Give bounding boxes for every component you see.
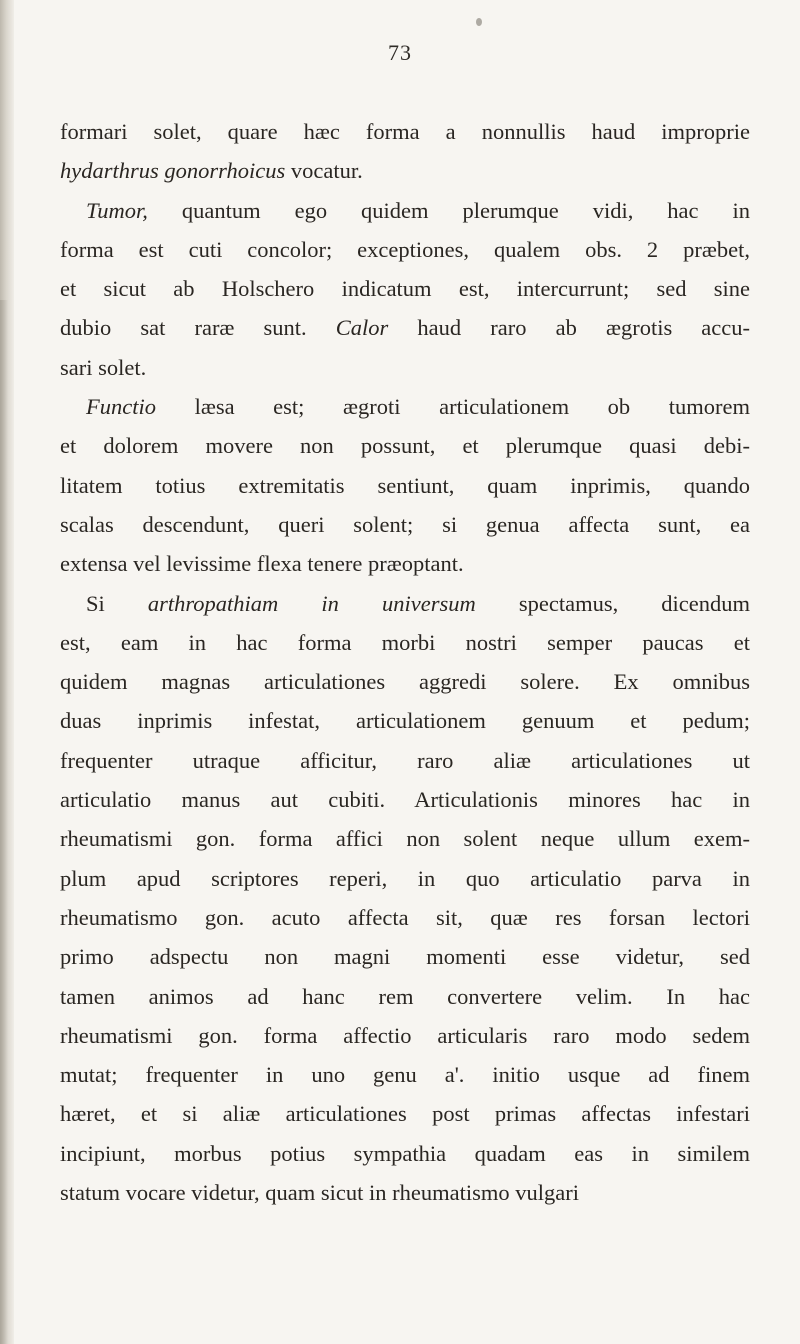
body-text: [60, 112, 750, 1212]
text-span: spectamus, dicendum: [475, 590, 750, 616]
text-span: quidem magnas articulationes aggredi solere. Ex omnibus: [60, 669, 750, 695]
text-line: [60, 348, 750, 387]
text-line: [60, 426, 750, 465]
text-span: læsa est; ægroti articulationem ob tumorem: [155, 394, 750, 420]
text-span: hæret, et si aliæ articulationes post primas affectas infestari: [60, 1101, 750, 1127]
text-span: tamen animos ad hanc rem convertere velim. In hac: [60, 983, 750, 1009]
text-line: [60, 112, 750, 151]
text-span: dubio sat raræ sunt.: [60, 315, 336, 341]
text-span: statum vocare videtur, quam sicut in rheumatismo vulgari: [60, 1180, 579, 1206]
ink-speck: [476, 18, 482, 26]
text-line: [60, 623, 750, 662]
text-span: formari solet, quare hæc forma a nonnullis haud improprie: [60, 119, 750, 144]
text-line: [60, 819, 750, 858]
text-line: [60, 1055, 750, 1094]
binding-shadow: [0, 300, 8, 1344]
text-span: est, eam in hac forma morbi nostri semper paucas et: [60, 629, 750, 655]
text-line: [60, 701, 750, 740]
text-line: [60, 898, 750, 937]
text-line: [60, 937, 750, 976]
page-number: 73: [388, 40, 412, 65]
italic-term: Tumor,: [86, 197, 148, 223]
italic-term: hydarthrus gonorrhoicus: [60, 158, 286, 184]
text-span: articulatio manus aut cubiti. Articulationis minores hac in: [60, 787, 750, 813]
text-line: [60, 1173, 750, 1212]
text-line: [60, 859, 750, 898]
text-line: [60, 1094, 750, 1133]
text-line: [60, 977, 750, 1016]
text-line: [60, 741, 750, 780]
text-line: [60, 466, 750, 505]
text-line: [60, 191, 750, 230]
text-line: [60, 387, 750, 426]
text-span: haud raro ab ægrotis accu-: [388, 315, 750, 341]
text-line: [60, 544, 750, 583]
text-span: rheumatismi gon. forma affici non solent neque ullum exem-: [60, 826, 750, 852]
text-span: quantum ego quidem plerumque vidi, hac in: [147, 197, 750, 223]
text-span: rheumatismo gon. acuto affecta sit, quæ res forsan lectori: [60, 904, 750, 930]
text-line: [60, 1016, 750, 1055]
text-line: [60, 505, 750, 544]
text-span: forma est cuti concolor; exceptiones, qualem obs. 2 præbet,: [60, 236, 750, 262]
text-span: scalas descendunt, queri solent; si genua affecta sunt, ea: [60, 511, 750, 537]
text-line: [60, 584, 750, 623]
text-line: [60, 308, 750, 347]
text-span: et dolorem movere non possunt, et plerumque quasi debi-: [60, 433, 750, 459]
italic-term: Calor: [335, 315, 389, 341]
text-span: litatem totius extremitatis sentiunt, quam inprimis, quando: [60, 472, 750, 498]
text-span: incipiunt, morbus potius sympathia quadam eas in similem: [60, 1140, 750, 1166]
text-span: vocatur.: [285, 158, 363, 184]
text-span: plum apud scriptores reperi, in quo articulatio parva in: [60, 865, 750, 891]
italic-term: arthropathiam in universum: [147, 590, 476, 616]
text-span: sari solet.: [60, 354, 147, 380]
text-span: mutat; frequenter in uno genu a'. initio usque ad finem: [60, 1062, 750, 1088]
text-line: [60, 230, 750, 269]
text-line: [60, 269, 750, 308]
text-span: et sicut ab Holschero indicatum est, intercurrunt; sed sine: [60, 276, 750, 302]
text-line: [60, 1134, 750, 1173]
text-span: frequenter utraque afficitur, raro aliæ articulationes ut: [60, 747, 750, 773]
text-line: [60, 151, 750, 190]
italic-term: Functio: [86, 394, 156, 420]
text-span: duas inprimis infestat, articulationem genuum et pedum;: [60, 708, 750, 734]
text-span: extensa vel levissime flexa tenere præoptant.: [60, 551, 464, 577]
text-line: [60, 662, 750, 701]
text-span: Si: [86, 590, 148, 616]
text-span: rheumatismi gon. forma affectio articularis raro modo sedem: [60, 1022, 750, 1048]
text-span: primo adspectu non magni momenti esse videtur, sed: [60, 944, 750, 970]
text-line: [60, 780, 750, 819]
